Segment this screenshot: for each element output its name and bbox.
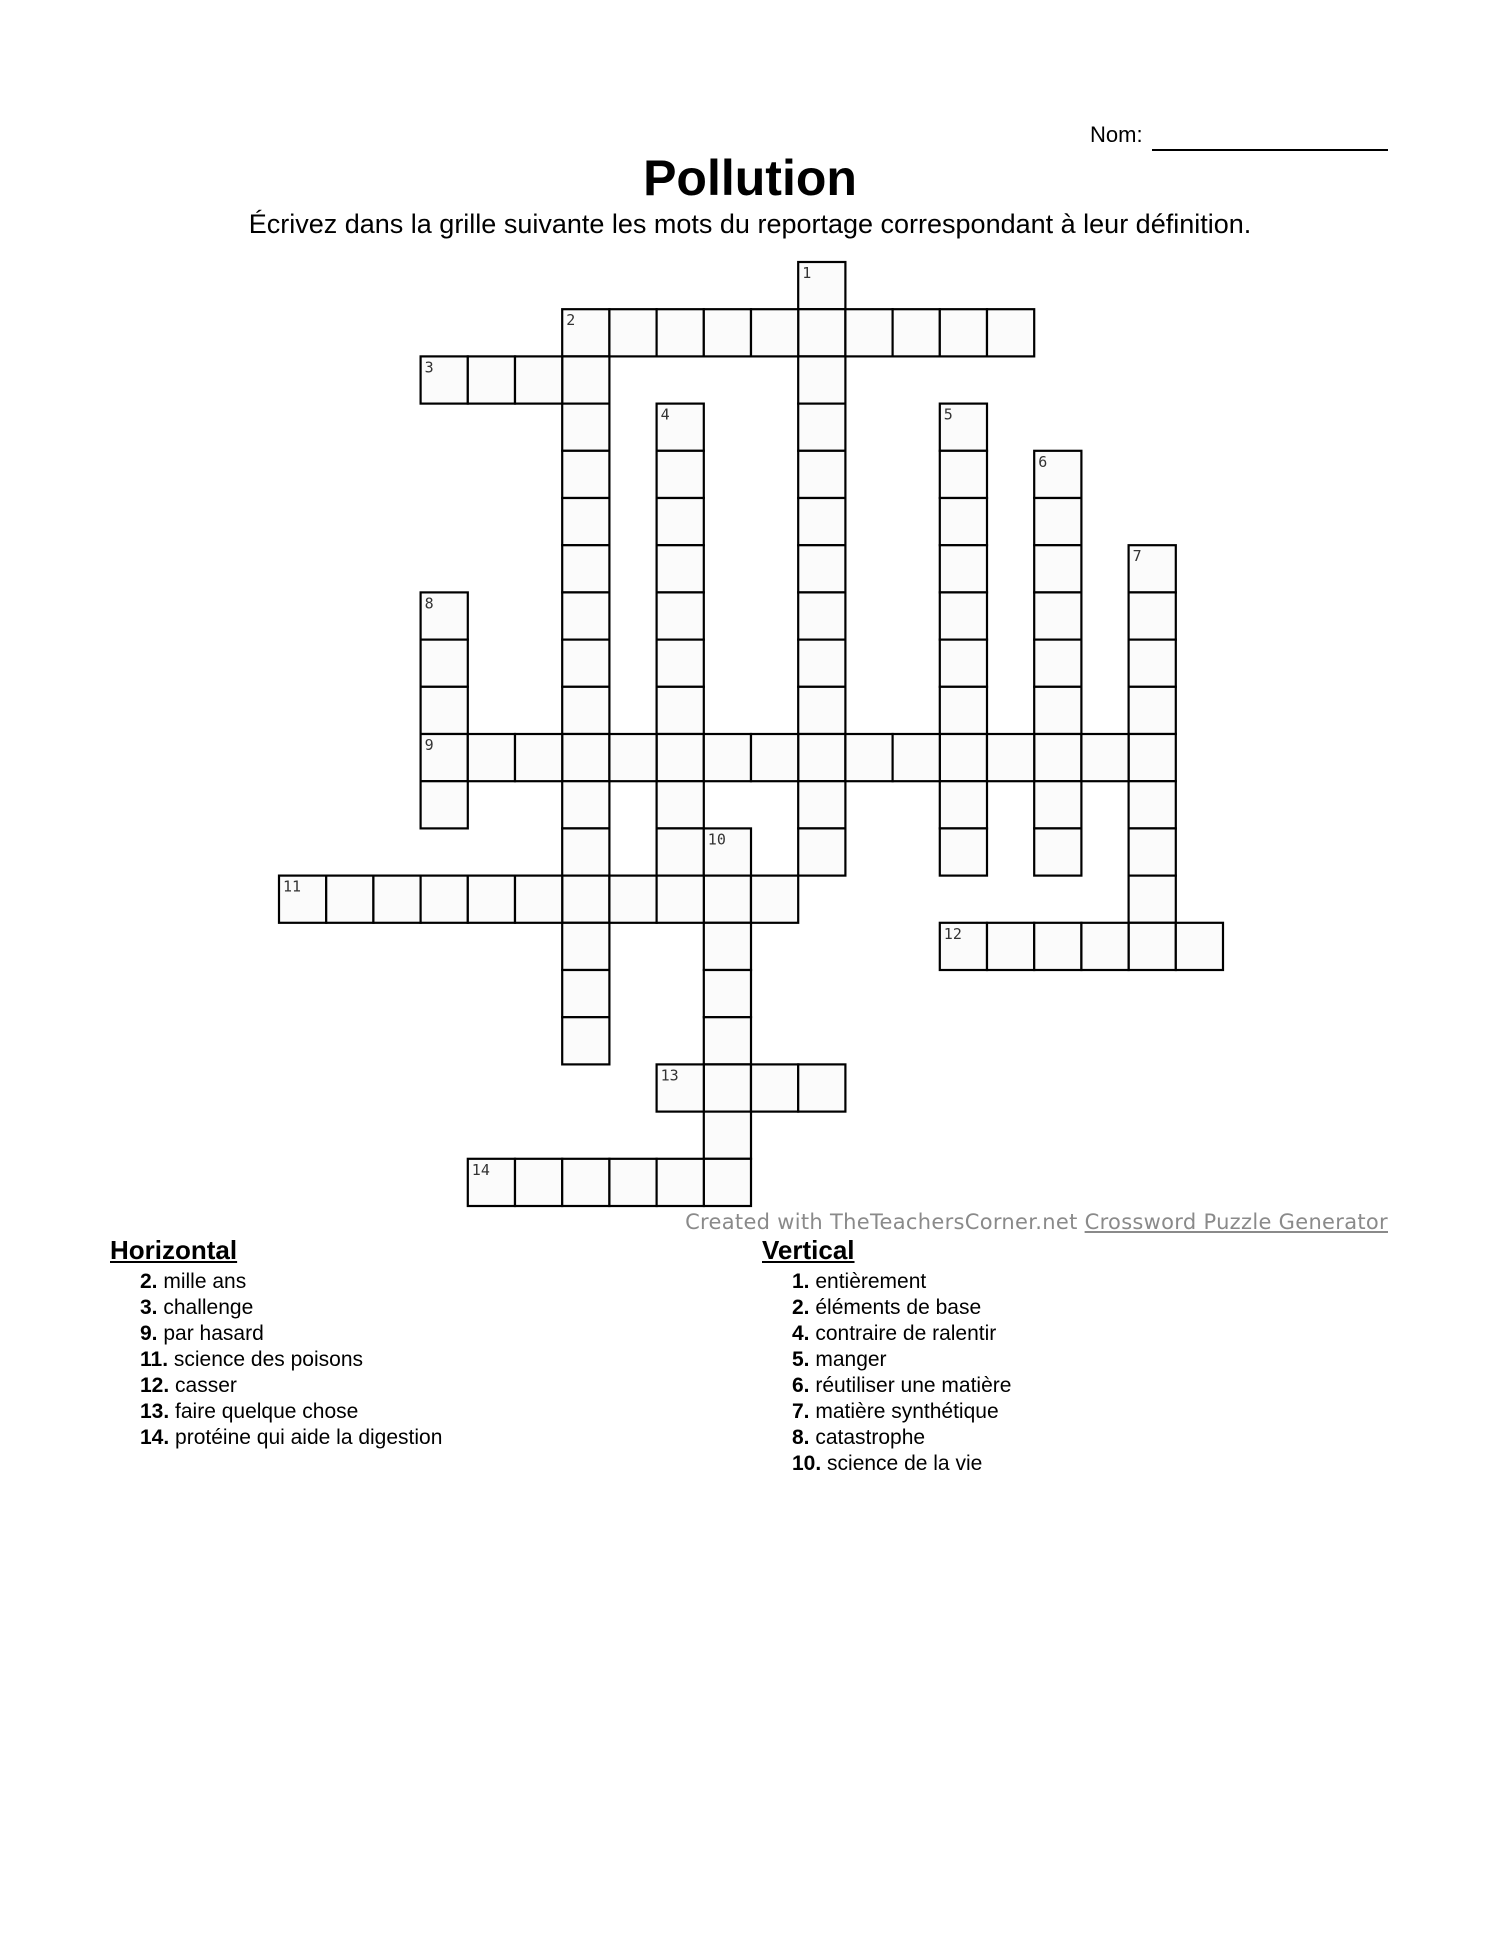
crossword-cell[interactable]: [940, 640, 987, 687]
crossword-cell[interactable]: [657, 687, 704, 734]
crossword-cell[interactable]: [657, 592, 704, 639]
clue-number: 4.: [792, 1322, 810, 1345]
crossword-cell[interactable]: [704, 1064, 751, 1111]
crossword-cell[interactable]: [893, 734, 940, 781]
crossword-cell[interactable]: [940, 451, 987, 498]
clue-number: 5.: [792, 1348, 810, 1371]
crossword-cell[interactable]: [1034, 734, 1081, 781]
crossword-cell[interactable]: [1034, 923, 1081, 970]
clue-item: [792, 1425, 1011, 1451]
crossword-cell[interactable]: [940, 404, 987, 451]
crossword-cell[interactable]: [609, 876, 656, 923]
clue-number: 8.: [792, 1426, 810, 1449]
crossword-cell[interactable]: [751, 734, 798, 781]
crossword-cell[interactable]: [657, 1064, 704, 1111]
clue-number: 9.: [140, 1322, 158, 1345]
clue-item: [140, 1425, 442, 1451]
clue-text: par hasard: [157, 1322, 264, 1345]
crossword-cell[interactable]: [562, 545, 609, 592]
credit-text: Created with TheTeachersCorner.net: [685, 1210, 1078, 1234]
crossword-cell[interactable]: [798, 309, 845, 356]
cell-number: 8: [424, 594, 434, 613]
crossword-cell[interactable]: [1081, 734, 1128, 781]
crossword-cell[interactable]: [421, 876, 468, 923]
crossword-cell[interactable]: [1034, 592, 1081, 639]
clue-text: contraire de ralentir: [809, 1322, 997, 1345]
crossword-cell[interactable]: [657, 404, 704, 451]
crossword-cell[interactable]: [468, 876, 515, 923]
clue-item: [792, 1373, 1011, 1399]
crossword-cell[interactable]: [562, 828, 609, 875]
crossword-cell[interactable]: [562, 451, 609, 498]
crossword-cell[interactable]: [421, 592, 468, 639]
cell-number: 9: [424, 736, 434, 754]
cell-number: 4: [660, 405, 670, 424]
clue-item: [792, 1347, 1011, 1373]
crossword-cell[interactable]: [1034, 640, 1081, 687]
crossword-cell[interactable]: [798, 640, 845, 687]
vertical-heading: Vertical: [762, 1235, 855, 1265]
crossword-cell[interactable]: [468, 734, 515, 781]
cell-number: 5: [943, 405, 953, 424]
crossword-cell[interactable]: [279, 876, 326, 923]
crossword-cell[interactable]: [751, 309, 798, 356]
crossword-cell[interactable]: [940, 592, 987, 639]
clue-item: [140, 1347, 442, 1373]
crossword-cell[interactable]: [609, 734, 656, 781]
horizontal-clue-list: [110, 1269, 442, 1451]
clue-item: [140, 1321, 442, 1347]
crossword-cell[interactable]: [657, 1159, 704, 1206]
crossword-cell[interactable]: [798, 451, 845, 498]
crossword-cell[interactable]: [515, 1159, 562, 1206]
crossword-cell[interactable]: [798, 687, 845, 734]
crossword-cell[interactable]: [798, 356, 845, 403]
clue-text: science des poisons: [168, 1348, 363, 1371]
crossword-cell[interactable]: [562, 309, 609, 356]
clue-number: 6.: [792, 1374, 810, 1397]
clue-number: 12.: [140, 1374, 170, 1397]
clue-number: 1.: [792, 1270, 810, 1293]
clue-text: casser: [169, 1374, 237, 1397]
crossword-cell[interactable]: [326, 876, 373, 923]
crossword-cell[interactable]: [562, 923, 609, 970]
clue-number: 13.: [140, 1400, 170, 1423]
crossword-cell[interactable]: [1129, 545, 1176, 592]
crossword-cell[interactable]: [1129, 923, 1176, 970]
vertical-clue-list: [762, 1269, 1011, 1477]
crossword-cell[interactable]: [704, 734, 751, 781]
crossword-cell[interactable]: [940, 687, 987, 734]
clue-text: entièrement: [809, 1270, 927, 1293]
crossword-cell[interactable]: [798, 734, 845, 781]
crossword-cell[interactable]: [562, 781, 609, 828]
crossword-cell[interactable]: [845, 309, 892, 356]
cell-number: 6: [1038, 452, 1048, 471]
crossword-cell[interactable]: [1034, 545, 1081, 592]
clue-number: 14.: [140, 1426, 170, 1449]
crossword-cell[interactable]: [704, 970, 751, 1017]
crossword-cell[interactable]: [657, 545, 704, 592]
cell-number: 14: [471, 1160, 490, 1179]
crossword-cell[interactable]: [751, 1064, 798, 1111]
credit-line: [685, 1210, 1388, 1234]
crossword-cell[interactable]: [798, 545, 845, 592]
page-title: Pollution: [643, 150, 857, 206]
crossword-cell[interactable]: [657, 734, 704, 781]
crossword-cell[interactable]: [468, 1159, 515, 1206]
clue-number: 11.: [140, 1348, 169, 1371]
crossword-cell[interactable]: [562, 592, 609, 639]
crossword-cell[interactable]: [421, 734, 468, 781]
crossword-cell[interactable]: [1129, 781, 1176, 828]
clue-item: [792, 1295, 1011, 1321]
clues-horizontal: [110, 1235, 442, 1451]
cell-number: 10: [707, 830, 726, 849]
clue-text: protéine qui aide la digestion: [169, 1426, 443, 1449]
crossword-cell[interactable]: [987, 734, 1034, 781]
clue-text: challenge: [157, 1296, 254, 1319]
crossword-cell[interactable]: [798, 262, 845, 309]
crossword-cell[interactable]: [704, 1112, 751, 1159]
crossword-cell[interactable]: [1034, 498, 1081, 545]
crossword-cell[interactable]: [421, 781, 468, 828]
cell-number: 12: [943, 924, 962, 943]
crossword-cell[interactable]: [1129, 640, 1176, 687]
clue-text: faire quelque chose: [169, 1400, 359, 1423]
crossword-cell[interactable]: [562, 970, 609, 1017]
cell-number: 11: [283, 877, 302, 896]
crossword-cell[interactable]: [940, 781, 987, 828]
crossword-cell[interactable]: [515, 734, 562, 781]
crossword-cell[interactable]: [562, 1159, 609, 1206]
crossword-cell[interactable]: [987, 309, 1034, 356]
clue-item: [140, 1373, 442, 1399]
cell-number: 3: [424, 358, 434, 377]
horizontal-heading: Horizontal: [110, 1235, 238, 1265]
cell-number: 7: [1132, 547, 1142, 566]
clue-text: réutiliser une matière: [809, 1374, 1012, 1397]
crossword-cell[interactable]: [657, 451, 704, 498]
crossword-cell[interactable]: [562, 404, 609, 451]
crossword-cell[interactable]: [704, 828, 751, 875]
clue-text: manger: [809, 1348, 887, 1371]
crossword-cell[interactable]: [657, 498, 704, 545]
crossword-cell[interactable]: [657, 876, 704, 923]
clue-item: [792, 1321, 1011, 1347]
crossword-cell[interactable]: [798, 404, 845, 451]
crossword-cell[interactable]: [468, 356, 515, 403]
crossword-cell[interactable]: [562, 734, 609, 781]
crossword-cell[interactable]: [1034, 828, 1081, 875]
crossword-cell[interactable]: [1129, 876, 1176, 923]
crossword-cell[interactable]: [373, 876, 420, 923]
clue-number: 10.: [792, 1452, 822, 1475]
crossword-cell[interactable]: [609, 1159, 656, 1206]
clue-text: catastrophe: [809, 1426, 926, 1449]
crossword-cell[interactable]: [609, 309, 656, 356]
crossword-cell[interactable]: [1034, 687, 1081, 734]
clue-item: [792, 1399, 1011, 1425]
clue-item: [140, 1269, 442, 1295]
crossword-cell[interactable]: [657, 828, 704, 875]
crossword-cell[interactable]: [562, 687, 609, 734]
crossword-cell[interactable]: [421, 687, 468, 734]
crossword-cell[interactable]: [940, 545, 987, 592]
clue-text: matière synthétique: [809, 1400, 999, 1423]
crossword-cell[interactable]: [751, 876, 798, 923]
clue-text: éléments de base: [809, 1296, 982, 1319]
crossword-cell[interactable]: [704, 309, 751, 356]
cell-number: 13: [660, 1066, 679, 1085]
crossword-cell[interactable]: [940, 309, 987, 356]
clue-item: [792, 1451, 1011, 1477]
crossword-cell[interactable]: [562, 498, 609, 545]
crossword-cell[interactable]: [940, 923, 987, 970]
clue-number: 2.: [140, 1270, 158, 1293]
crossword-cell[interactable]: [798, 828, 845, 875]
crossword-cell[interactable]: [562, 356, 609, 403]
crossword-cell[interactable]: [421, 356, 468, 403]
crossword-cell[interactable]: [562, 640, 609, 687]
crossword-cell[interactable]: [1129, 687, 1176, 734]
crossword-cell[interactable]: [704, 876, 751, 923]
crossword-cell[interactable]: [657, 309, 704, 356]
crossword-cell[interactable]: [798, 592, 845, 639]
clue-item: [792, 1269, 1011, 1295]
clue-number: 7.: [792, 1400, 810, 1423]
clue-item: [140, 1399, 442, 1425]
crossword-cell[interactable]: [798, 1064, 845, 1111]
crossword-cell[interactable]: [1129, 592, 1176, 639]
crossword-cell[interactable]: [562, 1017, 609, 1064]
crossword-cell[interactable]: [657, 781, 704, 828]
name-label: Nom:: [1090, 122, 1143, 147]
crossword-cell[interactable]: [798, 781, 845, 828]
crossword-cell[interactable]: [987, 923, 1034, 970]
crossword-cell[interactable]: [704, 1159, 751, 1206]
clue-item: [140, 1295, 442, 1321]
crossword-cell[interactable]: [562, 876, 609, 923]
instructions: Écrivez dans la grille suivante les mots du reportage correspondant à leur définition.: [248, 209, 1252, 239]
clue-number: 2.: [792, 1296, 810, 1319]
credit-link[interactable]: Crossword Puzzle Generator: [1084, 1210, 1388, 1234]
crossword-cell[interactable]: [798, 498, 845, 545]
clues-vertical: [762, 1235, 1011, 1477]
crossword-cell[interactable]: [421, 640, 468, 687]
crossword-cell[interactable]: [1176, 923, 1223, 970]
crossword-cell[interactable]: [940, 828, 987, 875]
cell-number: 1: [802, 264, 812, 282]
crossword-cell[interactable]: [1034, 451, 1081, 498]
crossword-cell[interactable]: [657, 640, 704, 687]
crossword-cell[interactable]: [1129, 734, 1176, 781]
crossword-cell[interactable]: [1081, 923, 1128, 970]
cell-number: 2: [566, 311, 576, 330]
crossword-cell[interactable]: [893, 309, 940, 356]
crossword-cell[interactable]: [515, 356, 562, 403]
crossword-cell[interactable]: [1129, 828, 1176, 875]
crossword-cell[interactable]: [704, 923, 751, 970]
crossword-cell[interactable]: [515, 876, 562, 923]
crossword-cell[interactable]: [1034, 781, 1081, 828]
crossword-cell[interactable]: [940, 734, 987, 781]
clue-text: mille ans: [157, 1270, 247, 1293]
crossword-cell[interactable]: [704, 1017, 751, 1064]
clue-text: science de la vie: [821, 1452, 983, 1475]
crossword-cell[interactable]: [940, 498, 987, 545]
crossword-cell[interactable]: [845, 734, 892, 781]
clue-number: 3.: [140, 1296, 158, 1319]
